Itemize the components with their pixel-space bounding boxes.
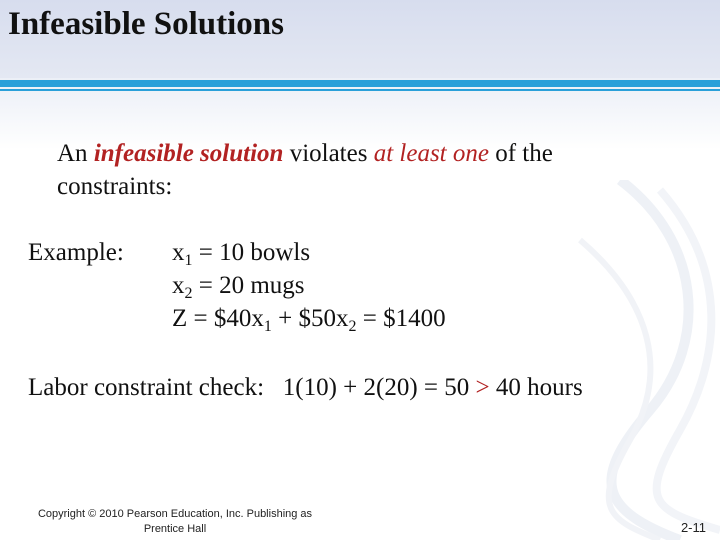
title-rule-thin bbox=[0, 89, 720, 91]
example-equations bbox=[172, 237, 446, 336]
var-x1: x bbox=[172, 239, 185, 266]
copyright-footer bbox=[0, 507, 350, 537]
title-rule-thick bbox=[0, 80, 720, 87]
greater-than-sign: > bbox=[475, 374, 490, 401]
example-label: Example: bbox=[28, 239, 124, 266]
intro-line-2: constraints: bbox=[57, 172, 173, 200]
labor-constraint-check bbox=[28, 372, 583, 405]
labor-check-limit: 40 hours bbox=[489, 374, 583, 401]
subscript-1: 1 bbox=[184, 252, 193, 269]
term-infeasible-solution: infeasible solution bbox=[93, 140, 284, 167]
objective-sub-2: 2 bbox=[348, 318, 357, 335]
intro-text-3: of the bbox=[488, 140, 553, 167]
x1-value: = 10 bowls bbox=[192, 239, 311, 266]
intro-text-2: violates bbox=[283, 140, 374, 167]
var-x2: x bbox=[172, 272, 185, 299]
background-swirl-decoration bbox=[560, 180, 720, 540]
objective-part-1: Z = $40x bbox=[172, 305, 264, 332]
objective-sub-1: 1 bbox=[263, 318, 272, 335]
intro-paragraph bbox=[57, 138, 553, 203]
copyright-line-2: Prentice Hall bbox=[143, 523, 207, 535]
intro-text-1: An bbox=[57, 140, 94, 167]
copyright-line-1: Copyright © 2010 Pearson Education, Inc. Publishing as bbox=[37, 508, 313, 520]
slide-title: Infeasible Solutions bbox=[8, 6, 284, 42]
objective-part-3: = $1400 bbox=[356, 305, 446, 332]
equation-objective bbox=[172, 303, 446, 336]
objective-part-2: + $50x bbox=[271, 305, 349, 332]
subscript-2: 2 bbox=[184, 285, 193, 302]
labor-check-text: Labor constraint check: 1(10) + 2(20) = 50 bbox=[28, 374, 476, 401]
term-at-least-one: at least one bbox=[373, 140, 489, 167]
equation-x2 bbox=[172, 270, 446, 303]
equation-x1 bbox=[172, 237, 446, 270]
x2-value: = 20 mugs bbox=[192, 272, 305, 299]
slide-number: 2-11 bbox=[680, 520, 706, 535]
